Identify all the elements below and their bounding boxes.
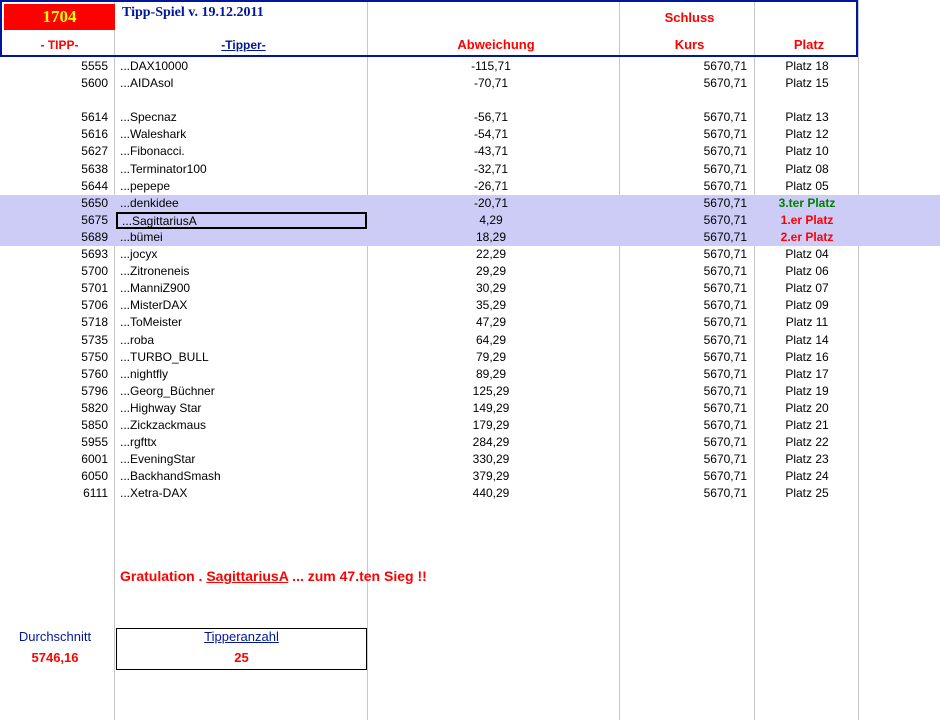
cell-platz: Platz 17	[785, 366, 829, 381]
cell-tipper-name: ...DAX10000	[120, 59, 189, 73]
cell-abweichung: 64,29	[475, 332, 507, 347]
cell-tipper-name: ...BackhandSmash	[120, 469, 221, 484]
cell-platz: Platz 22	[785, 435, 829, 450]
cell-kurs: 5670,71	[703, 127, 747, 142]
cell-tipp: 5616	[81, 127, 108, 142]
cell-tipper-name: ...ManniZ900	[120, 281, 191, 296]
round-number-badge	[4, 4, 115, 30]
cell-tipp: 5638	[81, 161, 108, 176]
table-body	[0, 58, 940, 502]
cell-kurs: 5670,71	[703, 212, 747, 227]
cell-tipp: 6111	[83, 486, 108, 501]
cell-tipper-name: ...denkidee	[120, 195, 179, 210]
cell-tipp: 5675	[81, 212, 108, 227]
cell-tipper-name: ...Terminator100	[120, 161, 207, 176]
cell-platz: 1.er Platz	[780, 212, 834, 227]
cell-tipper-name: ...SagittariusA	[116, 212, 367, 229]
cell-tipp: 5600	[81, 76, 108, 91]
table-row[interactable]	[0, 92, 940, 109]
cell-platz: Platz 15	[785, 76, 829, 91]
cell-tipp: 5820	[81, 400, 108, 415]
cell-abweichung: 379,29	[472, 469, 510, 484]
cell-kurs: 5670,71	[703, 229, 747, 244]
cell-tipper-name: ...Zitroneneis	[120, 264, 190, 279]
cell-kurs: 5670,71	[703, 315, 747, 330]
cell-kurs: 5670,71	[703, 400, 747, 415]
cell-tipp: 5650	[81, 195, 108, 210]
cell-platz: Platz 09	[785, 298, 829, 313]
cell-kurs: 5670,71	[703, 76, 747, 91]
table-row[interactable]	[0, 434, 940, 451]
gratulation-prefix: Gratulation .	[120, 568, 207, 584]
cell-platz: Platz 14	[785, 332, 829, 347]
cell-abweichung: -32,71	[473, 161, 509, 176]
cell-platz: 3.ter Platz	[778, 195, 836, 210]
cell-platz: Platz 21	[785, 417, 829, 432]
cell-kurs: 5670,71	[703, 383, 747, 398]
table-header	[0, 0, 858, 57]
table-row[interactable]	[0, 349, 940, 366]
cell-platz: 2.er Platz	[780, 229, 834, 244]
cell-platz: Platz 23	[785, 452, 829, 467]
table-row[interactable]	[0, 75, 940, 92]
round-number-text: 1704	[42, 7, 77, 26]
cell-kurs: 5670,71	[703, 264, 747, 279]
cell-platz: Platz 08	[785, 161, 829, 176]
cell-kurs: 5670,71	[703, 298, 747, 313]
column-header-schluss: Schluss	[664, 10, 715, 25]
cell-abweichung: -43,71	[473, 144, 509, 159]
cell-tipper-name: ...ToMeister	[120, 315, 183, 330]
table-row[interactable]	[0, 246, 940, 263]
table-row[interactable]	[0, 468, 940, 485]
cell-kurs: 5670,71	[703, 247, 747, 262]
cell-tipper-name: ...rgfttx	[120, 435, 157, 450]
cell-tipper-name: ...Highway Star	[120, 400, 202, 415]
cell-tipper-name: ...pepepe	[120, 178, 171, 193]
table-row[interactable]	[0, 143, 940, 160]
cell-kurs: 5670,71	[703, 195, 747, 210]
cell-platz: Platz 07	[785, 281, 829, 296]
cell-tipp: 5701	[81, 281, 108, 296]
cell-abweichung: 22,29	[475, 247, 507, 262]
cell-platz: Platz 16	[785, 349, 829, 364]
cell-abweichung: 440,29	[472, 486, 510, 501]
cell-abweichung: 29,29	[475, 264, 507, 279]
cell-tipp: 5955	[81, 435, 108, 450]
table-row[interactable]	[0, 366, 940, 383]
tipperanzahl-value: 25	[234, 650, 249, 665]
cell-tipper-name: ...Waleshark	[120, 127, 187, 142]
cell-tipp: 6001	[81, 452, 108, 467]
cell-platz: Platz 10	[785, 144, 829, 159]
cell-tipper-name: ...Fibonacci.	[120, 144, 185, 159]
cell-tipp: 5706	[81, 298, 108, 313]
table-row[interactable]	[0, 212, 940, 229]
cell-abweichung: 284,29	[472, 435, 510, 450]
cell-kurs: 5670,71	[703, 144, 747, 159]
page-title: Tipp-Spiel v. 19.12.2011	[122, 5, 264, 20]
cell-tipper-name: ...Georg_Büchner	[120, 383, 215, 398]
table-row[interactable]	[0, 297, 940, 314]
cell-tipp: 5850	[81, 417, 108, 432]
cell-abweichung: -70,71	[473, 76, 509, 91]
cell-tipper-name: ...EveningStar	[120, 452, 196, 467]
cell-tipper-name: ...TURBO_BULL	[120, 349, 209, 364]
gratulation-winner: SagittariusA	[206, 568, 289, 584]
column-header-platz: Platz	[793, 37, 825, 52]
cell-tipper-name: ...bümei	[120, 229, 163, 244]
cell-abweichung: 125,29	[472, 383, 510, 398]
cell-abweichung: 47,29	[475, 315, 507, 330]
cell-abweichung: 30,29	[475, 281, 507, 296]
cell-abweichung: 4,29	[479, 212, 503, 227]
cell-tipper-name: ...nightfly	[120, 366, 169, 381]
cell-tipp: 5700	[81, 264, 108, 279]
cell-tipp: 5555	[81, 59, 108, 73]
cell-tipp: 5689	[81, 229, 108, 244]
cell-kurs: 5670,71	[703, 486, 747, 501]
cell-tipper-name: ...Xetra-DAX	[120, 486, 188, 501]
cell-abweichung: 35,29	[475, 298, 507, 313]
cell-tipper-name: ...roba	[120, 332, 155, 347]
table-row[interactable]	[0, 332, 940, 349]
durchschnitt-value: 5746,16	[31, 650, 79, 665]
table-row[interactable]	[0, 451, 940, 468]
column-header-tipper: -Tipper-	[221, 37, 266, 52]
cell-abweichung: -26,71	[473, 178, 509, 193]
cell-tipp: 5644	[81, 178, 108, 193]
table-row[interactable]	[0, 400, 940, 417]
table-row[interactable]	[0, 58, 940, 75]
cell-platz: Platz 12	[785, 127, 829, 142]
cell-platz: Platz 24	[785, 469, 829, 484]
cell-kurs: 5670,71	[703, 452, 747, 467]
table-row[interactable]	[0, 178, 940, 195]
cell-kurs: 5670,71	[703, 366, 747, 381]
table-row[interactable]	[0, 126, 940, 143]
cell-abweichung: 179,29	[472, 417, 510, 432]
column-header-abweichung: Abweichung	[457, 37, 535, 52]
cell-abweichung: -54,71	[473, 127, 509, 142]
cell-tipp: 5750	[81, 349, 108, 364]
cell-tipp: 5735	[81, 332, 108, 347]
cell-abweichung: 330,29	[472, 452, 510, 467]
table-row[interactable]	[0, 314, 940, 331]
table-row[interactable]	[0, 263, 940, 280]
column-header-kurs: Kurs	[674, 37, 705, 52]
cell-tipp: 6050	[81, 469, 108, 484]
table-row[interactable]	[0, 229, 940, 246]
table-row[interactable]	[0, 161, 940, 178]
cell-abweichung: 149,29	[472, 400, 510, 415]
cell-platz: Platz 25	[785, 486, 829, 501]
cell-platz: Platz 20	[785, 400, 829, 415]
cell-kurs: 5670,71	[703, 110, 747, 125]
cell-platz: Platz 11	[785, 315, 829, 330]
cell-abweichung: -20,71	[473, 195, 509, 210]
cell-kurs: 5670,71	[703, 281, 747, 296]
cell-kurs: 5670,71	[703, 469, 747, 484]
cell-abweichung: -115,71	[471, 59, 511, 73]
gratulation-suffix: ... zum 47.ten Sieg !!	[288, 568, 427, 584]
cell-abweichung: -56,71	[473, 110, 509, 125]
cell-tipper-name: ...jocyx	[120, 247, 158, 262]
cell-tipper-name: ...Zickzackmaus	[120, 417, 207, 432]
tipperanzahl-label: Tipperanzahl	[204, 629, 279, 644]
table-row[interactable]	[0, 485, 940, 502]
cell-abweichung: 79,29	[475, 349, 507, 364]
cell-platz: Platz 04	[785, 247, 829, 262]
cell-tipp: 5796	[81, 383, 108, 398]
cell-platz: Platz 06	[785, 264, 829, 279]
cell-kurs: 5670,71	[703, 178, 747, 193]
cell-abweichung: 18,29	[475, 229, 507, 244]
table-row[interactable]	[0, 109, 940, 126]
column-header-tipp: - TIPP-	[40, 37, 79, 52]
cell-tipp: 5718	[81, 315, 108, 330]
table-row[interactable]	[0, 383, 940, 400]
cell-kurs: 5670,71	[703, 435, 747, 450]
gratulation-message	[120, 568, 427, 584]
cell-tipp: 5627	[81, 144, 108, 159]
cell-tipper-name: ...AIDAsol	[120, 76, 174, 91]
cell-kurs: 5670,71	[703, 59, 747, 73]
cell-tipp: 5760	[81, 366, 108, 381]
cell-tipper-name: ...MisterDAX	[120, 298, 188, 313]
table-row[interactable]	[0, 280, 940, 297]
cell-kurs: 5670,71	[703, 417, 747, 432]
table-row[interactable]	[0, 417, 940, 434]
cell-tipp: 5693	[81, 247, 108, 262]
cell-abweichung: 89,29	[475, 366, 507, 381]
cell-platz: Platz 13	[785, 110, 829, 125]
cell-platz: Platz 19	[785, 383, 829, 398]
cell-platz: Platz 05	[785, 178, 829, 193]
cell-tipp: 5614	[81, 110, 108, 125]
cell-kurs: 5670,71	[703, 161, 747, 176]
cell-kurs: 5670,71	[703, 349, 747, 364]
durchschnitt-label: Durchschnitt	[18, 629, 92, 644]
cell-kurs: 5670,71	[703, 332, 747, 347]
table-row[interactable]	[0, 195, 940, 212]
cell-platz: Platz 18	[785, 59, 829, 73]
cell-tipper-name: ...Specnaz	[120, 110, 177, 125]
